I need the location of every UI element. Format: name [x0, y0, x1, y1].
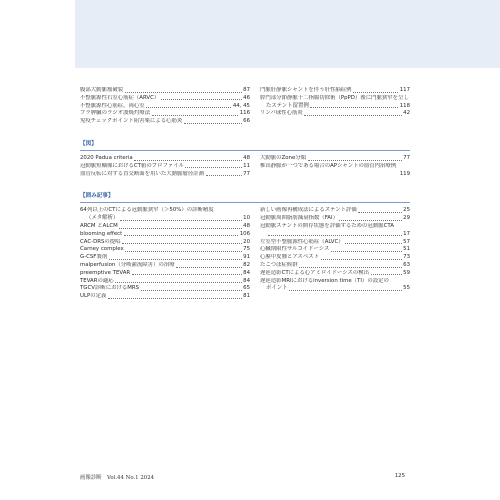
index-entry: G-CSF製剤 91 [80, 254, 250, 261]
index-entry-continued: （メタ解析） 10 [86, 215, 250, 222]
index-entry: 遅延造影MRIにおけるinversion time（TI）の設定の [260, 277, 389, 284]
index-entry: blooming effect 106 [80, 230, 250, 237]
index-entry: 新しい画像再構成法によるステント評価 25 [260, 207, 410, 214]
page-footer [80, 473, 405, 481]
index-entry: 椎出静脈が一つである場合のAPシャントの血管内治療例 [260, 162, 397, 169]
index-entry-continued: たステント留置例 118 [266, 102, 410, 109]
index-column-right [260, 87, 410, 126]
index-section-boxed-articles [80, 192, 410, 301]
index-entry: Carney complex 75 [80, 246, 250, 253]
index-entry: ブラ脾臓のラジオ波焼灼療法 116 [80, 110, 250, 117]
journal-citation: 画像診断 Vol.44 No.1 2024 [80, 475, 155, 481]
index-entry: 左室型不整脈源性心筋症（ALVC） 57 [260, 238, 410, 245]
section-heading: 【囲み記事】 [80, 193, 114, 200]
index-entry: 2020 Padua criteria 48 [80, 154, 250, 161]
index-entry-continued: 119 [399, 170, 410, 177]
index-column-left [80, 87, 250, 126]
index-entry: TGCV診断におけるMRS 65 [80, 285, 250, 292]
index-entry: リンパ球性心筋炎 42 [260, 110, 410, 117]
section-divider [80, 150, 410, 151]
index-entry: 血管反転に対する直交断面を用いた大動脈瘤径計測 77 [80, 170, 250, 177]
index-column-right [260, 155, 410, 178]
index-section-figures [80, 140, 410, 178]
page-number: 125 [394, 473, 405, 479]
index-entry: TEVARの適応 84 [80, 277, 250, 284]
index-entry: 大動脈のZone分類 77 [260, 154, 410, 161]
index-entry: 64列以上のCTによる冠動脈狭窄（＞50%）の診断精度 [80, 207, 214, 214]
index-entry: 心臓期限性サルコイドーシス 51 [260, 246, 410, 253]
index-entry: 冠動脈ステントの開存状態を評価するための冠動脈CTA [260, 222, 394, 229]
index-entry: preemptive TEVAR 84 [80, 269, 250, 276]
index-entry: 不整脈源性心筋症，両心室 44, 45 [80, 102, 250, 109]
index-column-left [80, 207, 250, 301]
index-entry-continued: ポイント 55 [266, 285, 410, 292]
section-heading: 【図】 [80, 140, 97, 147]
index-entry: 不整脈源性右室心筋症（ARVC） 46 [80, 94, 250, 101]
index-entry: 腹部大動脈瘤破裂 87 [80, 87, 250, 93]
index-entry: 膵門部分節静脈十二指腸切除術（PpPD）後に門脈狭窄を呈し [260, 94, 409, 101]
section-divider [80, 202, 410, 203]
index-entry: 冠動脈周囲脂肪減衰指数（FAI） 29 [260, 215, 410, 222]
index-entry: 免疫チェックポイント阻害薬による心筋炎 66 [80, 118, 250, 125]
index-entry: 門脈肝静脈シャントを伴う肝性脳症例 117 [260, 87, 410, 93]
index-entry: CAC-DRSの提唱 20 [80, 238, 250, 245]
index-entry: 冠動脈短軸像におけるCT値のプロファイル 11 [80, 162, 250, 169]
index-entry: ARCM とALCM 48 [80, 222, 250, 229]
index-entry-continued: 17 [260, 231, 410, 239]
index-column-left [80, 155, 250, 178]
index-entry: 遅延造影CTによる心アミロイドーシスの検出 59 [260, 269, 410, 276]
index-entry: ULPの定義 81 [80, 293, 250, 300]
index-entry: 心膜中皮腫とアスベスト 73 [260, 254, 410, 261]
index-entry: たこつぼ症候群 63 [260, 261, 410, 268]
header-band [75, 0, 500, 68]
index-entry: malperfusion（分岐灌流障害）の治療 82 [80, 261, 250, 268]
index-content [80, 87, 410, 311]
index-column-right [260, 207, 410, 301]
index-section-continued [80, 87, 410, 126]
